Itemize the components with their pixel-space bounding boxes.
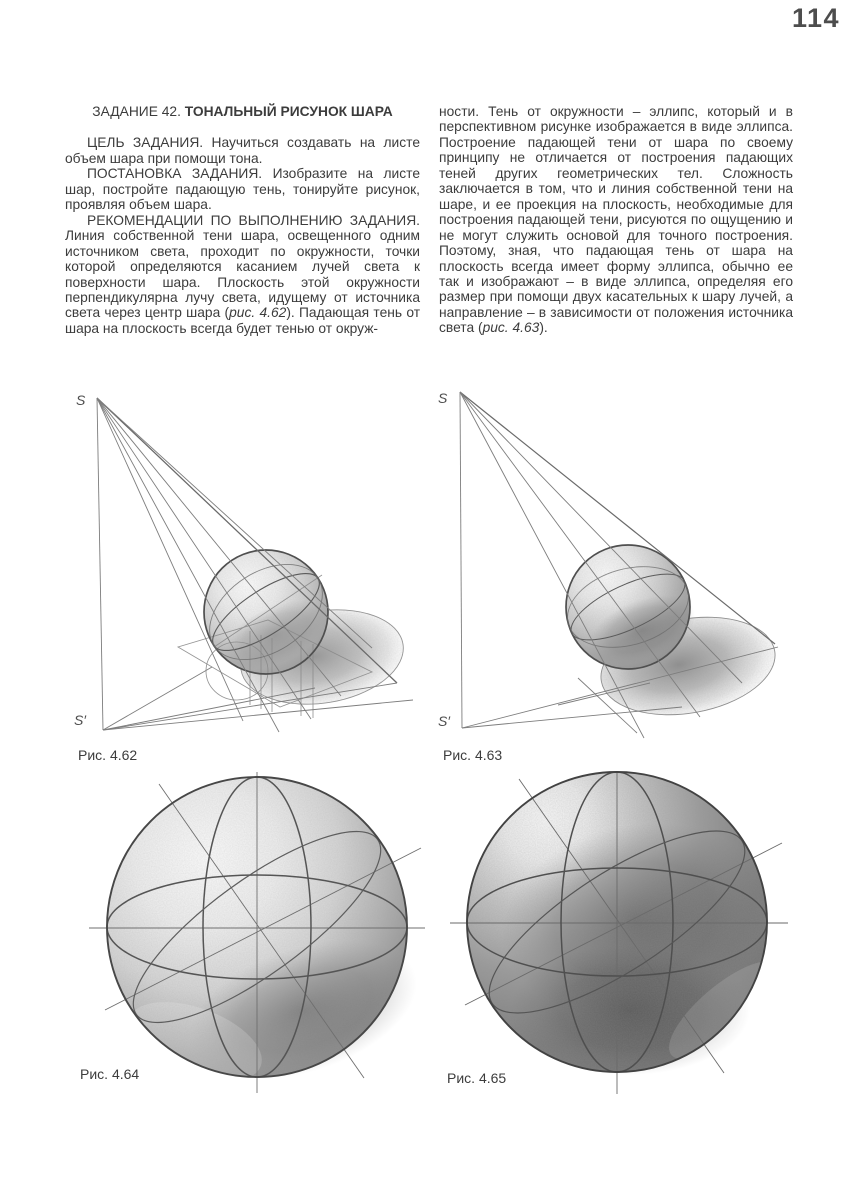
shadow-construction-drawing-2	[430, 385, 795, 770]
figure-reference-462: рис. 4.62	[229, 305, 287, 321]
task-title-main: ТОНАЛЬНЫЙ РИСУНОК ШАРА	[184, 104, 393, 119]
figure-reference-463: рис. 4.63	[482, 320, 540, 336]
recommendations-text: РЕКОМЕНДАЦИИ ПО ВЫПОЛНЕНИЮ ЗАДАНИЯ. Линия собственной тени шара, освещенного одним источником света, проходит по окружности, точки которой определяются касанием лучей света к поверхности шара. Плоскость этой окружности перпендикулярна лучу света, идущему от источника света через центр шара (	[65, 212, 420, 321]
right-text-column	[439, 104, 793, 336]
tonal-sphere-drawing-1	[75, 770, 435, 1100]
continuation-text: ности. Тень от окружности – эллипс, который и в перспективном рисунке изображается в виде эллипса. Построение падающей тени от шара по своему принципу не отличается от построения падающих теней других геометрических тел. Сложность заключается в том, что и линия собственной тени на шаре, и ее проекция на плоскость, необходимые для построения падающей тени, рисуются по ощущению и не могут служить основой для точного построения. Поэтому, зная, что падающая тень от шара на плоскость всегда имеет форму эллипса, обычно ее так и изображают – в виде эллипса, определяя его размер при помощи двух касательных к шару лучей, а направление – в зависимости от положения источника света (	[439, 104, 793, 336]
caption-fig-464: Рис. 4.64	[80, 1066, 140, 1082]
light-source-label: S	[438, 390, 448, 406]
paragraph-goal: ЦЕЛЬ ЗАДАНИЯ. Научиться создавать на листе объем шара при помощи тона.	[65, 135, 420, 166]
sphere-shading	[107, 777, 434, 1100]
page-number: 114	[791, 3, 840, 33]
light-source-base-label: S′	[74, 712, 86, 728]
light-source-label: S	[76, 392, 86, 408]
caption-fig-465: Рис. 4.65	[447, 1070, 507, 1086]
caption-fig-462: Рис. 4.62	[78, 747, 138, 763]
sphere-shading	[467, 772, 795, 1075]
task-title	[65, 104, 420, 119]
task-title-prefix: ЗАДАНИЕ 42.	[92, 104, 185, 119]
figure-4-64	[75, 770, 435, 1100]
paragraph-continuation	[439, 104, 793, 336]
continuation-text-end: ).	[539, 320, 548, 336]
recommendations-text-end: ). Падающая тень от шара на плоскость всегда будет тенью от окруж-	[65, 305, 421, 336]
figure-4-62	[60, 385, 420, 770]
light-source-base-label: S′	[438, 713, 450, 729]
shadow-construction-drawing-1	[60, 385, 420, 770]
tonal-sphere-drawing-2	[440, 770, 800, 1100]
left-text-column	[65, 104, 420, 336]
paragraph-setup: ПОСТАНОВКА ЗАДАНИЯ. Изобразите на листе шар, постройте падающую тень, тонируйте рисунок, проявляя объем шара.	[65, 166, 420, 213]
paragraph-recommendations	[65, 213, 420, 337]
caption-fig-463: Рис. 4.63	[443, 747, 503, 763]
figure-4-63	[430, 385, 795, 770]
figure-4-65	[440, 770, 800, 1100]
